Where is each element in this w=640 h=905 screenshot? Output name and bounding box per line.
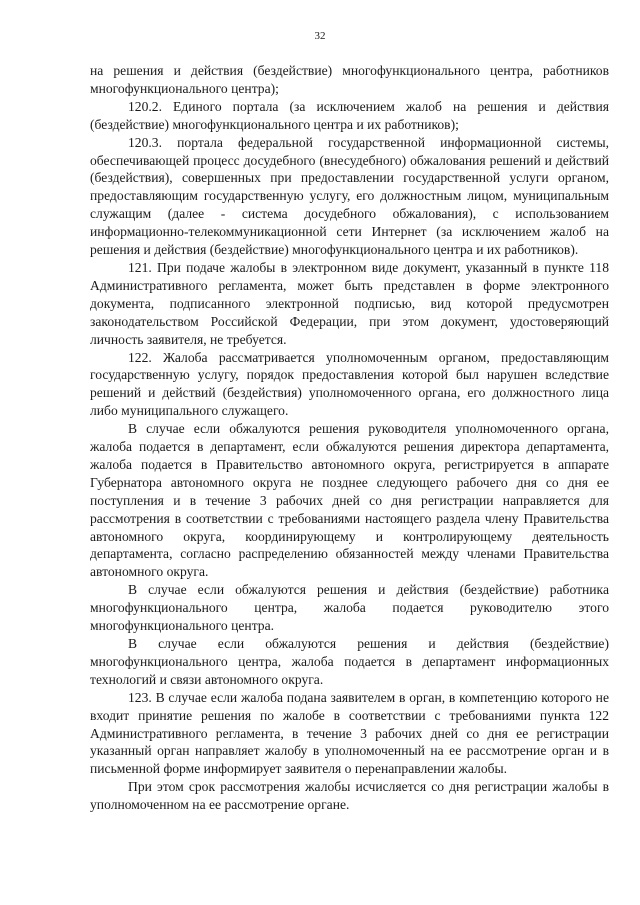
paragraph-1: на решения и действия (бездействие) многофункционального центра, работников многофункционального центра); (90, 63, 609, 96)
paragraph-120-3: 120.3. портала федеральной государственной информационной системы, обеспечивающей процесс досудебного (внесудебного) обжалования решений и действий (бездействия), совершенных при предоставлении государственной услуги органом, предоставляющим государственную услугу, его должностным лицом, муниципальным служащим (далее - система досудебного обжалования), с использованием информационно-телекоммуникационной сети Интернет (за исключением жалоб на решения и действия (бездействие) многофункционального центра и их работников). (90, 134, 609, 258)
paragraph-120-2: 120.2. Единого портала (за исключением жалоб на решения и действия (бездействие) многофункционального центра и их работников); (90, 98, 609, 132)
page-number: 32 (314, 30, 326, 42)
paragraph-122-mfc: В случае если обжалуются решения и действия (бездействие) многофункционального центра, жалоба подается в департамент информационных технологий и связи автономного округа. (90, 636, 609, 687)
paragraph-122-mfc-worker: В случае если обжалуются решения и действия (бездействие) работника многофункционального центра, жалоба подается руководителю этого многофункционального центра. (90, 582, 609, 634)
paragraph-123-term: При этом срок рассмотрения жалобы исчисляется со дня регистрации жалобы в уполномоченном на ее рассмотрение органе. (90, 779, 609, 813)
paragraph-122: 122. Жалоба рассматривается уполномоченным органом, предоставляющим государственную услугу, порядок предоставления которой был нарушен вследствие решений и действий (бездействия) уполномоченного органа, его должностного лица либо муниципального служащего. (90, 349, 609, 419)
document-body (90, 62, 609, 814)
paragraph-123: 123. В случае если жалоба подана заявителем в орган, в компетенцию которого не входит принятие решения по жалобе в соответствии с требованиями пункта 122 Административного регламента, в течение 3 рабочих дней со дня ее регистрации указанный орган направляет жалобу в уполномоченный на ее рассмотрение орган и в письменной форме информирует заявителя о перенаправлении жалобы. (90, 689, 609, 777)
paragraph-122-director: В случае если обжалуются решения руководителя уполномоченного органа, жалоба подается в департамент, если обжалуются решения директора департамента, жалоба подается в Правительство автономного округа, регистрируется в аппарате Губернатора автономного округа не позднее следующего рабочего дня со дня ее поступления и в течение 3 рабочих дней со дня регистрации направляется для рассмотрения в соответствии с требованиями настоящего раздела члену Правительства автономного округа, координирующему и контролирующему деятельность департамента, согласно распределению обязанностей между членами Правительства автономного округа. (90, 421, 609, 580)
paragraph-121: 121. При подаче жалобы в электронном виде документ, указанный в пункте 118 Административного регламента, может быть представлен в форме электронного документа, подписанного электронной подписью, вид которой предусмотрен законодательством Российской Федерации, при этом документ, удостоверяющий личность заявителя, не требуется. (90, 259, 609, 347)
